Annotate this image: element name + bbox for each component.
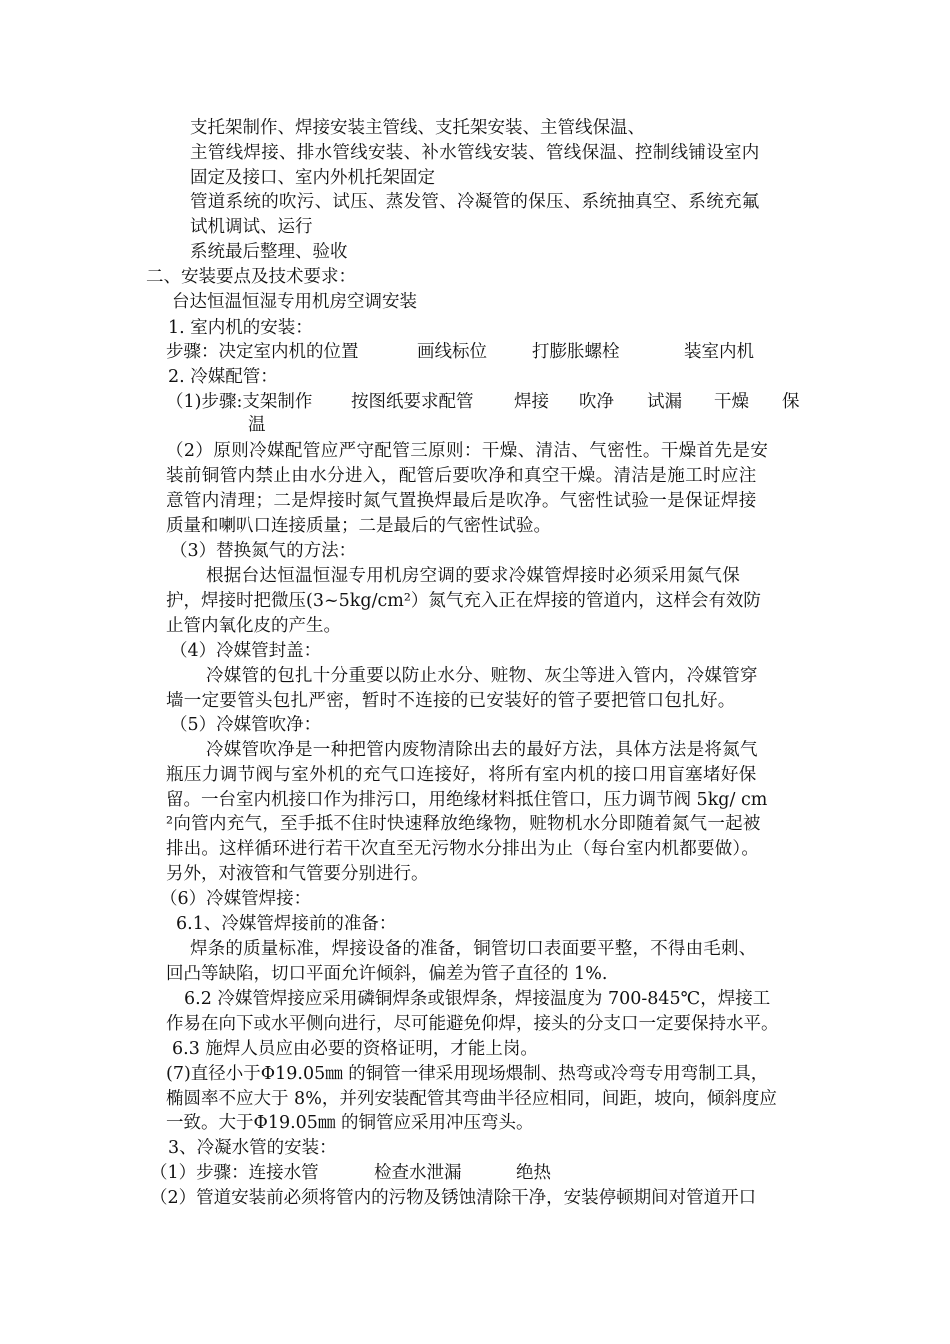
text-line: 护，焊接时把微压(3~5kg/cm²）氮气充入正在焊接的管道内，这样会有效防 xyxy=(166,591,761,611)
step-text: 装室内机 xyxy=(684,342,754,362)
steps-line xyxy=(150,1161,610,1185)
item-heading: （6）冷媒管焊接： xyxy=(160,889,312,909)
text-line: 装前铜管内禁止由水分进入，配管后要吹净和真空干燥。清洁是施工时应注 xyxy=(166,466,757,486)
step-text: 试漏 xyxy=(647,392,682,412)
text-line: 作易在向下或水平侧向进行，尽可能避免仰焊，接头的分支口一定要保持水平。 xyxy=(166,1014,779,1034)
steps-line xyxy=(166,340,806,364)
text-line: 留。一台室内机接口作为排污口，用绝缘材料抵住管口，压力调节阀 5kg/ cm xyxy=(166,790,768,810)
step-text: 画线标位 xyxy=(417,342,487,362)
item-heading: 2. 冷媒配管： xyxy=(168,367,278,387)
text-line: 温 xyxy=(248,415,266,435)
step-text: （1)步骤:支架制作 xyxy=(166,392,313,412)
text-line: （2）管道安装前必须将管内的污物及锈蚀清除干净，安装停顿期间对管道开口 xyxy=(150,1188,757,1208)
step-text: 焊接 xyxy=(514,392,549,412)
text-line: 主管线焊接、排水管线安装、补水管线安装、管线保温、控制线铺设室内 xyxy=(190,143,760,163)
text-line: 椭圆率不应大于 8%，并列安装配管其弯曲半径应相同，间距，坡向，倾斜度应 xyxy=(166,1089,777,1109)
text-line: 管道系统的吹污、试压、蒸发管、冷凝管的保压、系统抽真空、系统充氟 xyxy=(190,192,760,212)
text-line: 系统最后整理、验收 xyxy=(190,242,348,262)
step-text: 绝热 xyxy=(516,1163,551,1183)
subitem-heading: 6.1、冷媒管焊接前的准备： xyxy=(176,914,397,934)
text-line: 支托架制作、焊接安装主管线、支托架安装、主管线保温、 xyxy=(190,118,645,138)
step-text: 吹净 xyxy=(579,392,614,412)
section-heading: 二、安装要点及技术要求： xyxy=(146,267,356,287)
text-line: ²向管内充气，至手抵不住时快速释放绝缘物，赃物机水分即随着氮气一起被 xyxy=(166,814,761,834)
item-heading: 1. 室内机的安装： xyxy=(168,318,313,338)
text-line: 另外，对液管和气管要分别进行。 xyxy=(166,864,429,884)
step-text: （1）步骤：连接水管 xyxy=(150,1163,319,1183)
step-text: 检查水泄漏 xyxy=(374,1163,462,1183)
text-line: 质量和喇叭口连接质量；二是最后的气密性试验。 xyxy=(166,516,551,536)
text-line: 焊条的质量标准，焊接设备的准备，铜管切口表面要平整，不得由毛刺、 xyxy=(190,939,757,959)
text-line: 回凸等缺陷，切口平面允许倾斜，偏差为管子直径的 1%. xyxy=(166,964,608,984)
item-heading: （5）冷媒管吹净： xyxy=(170,715,322,735)
text-line: 根据台达恒温恒湿专用机房空调的要求冷媒管焊接时必须采用氮气保 xyxy=(206,566,740,586)
text-line: 固定及接口、室内外机托架固定 xyxy=(190,168,435,188)
subsection-heading: 台达恒温恒湿专用机房空调安装 xyxy=(172,292,417,312)
text-line: 冷媒管吹净是一种把管内废物清除出去的最好方法，具体方法是将氮气 xyxy=(206,740,758,760)
text-line: 排出。这样循环进行若干次直至无污物水分排出为止（每台室内机都要做）。 xyxy=(166,839,760,859)
text-line: 瓶压力调节阀与室外机的充气口连接好，将所有室内机的接口用盲塞堵好保 xyxy=(166,765,757,785)
text-line: 一致。大于Φ19.05㎜ 的铜管应采用冲压弯头。 xyxy=(166,1113,534,1133)
step-text: 干燥 xyxy=(714,392,749,412)
item-heading: （3）替换氮气的方法： xyxy=(170,541,357,561)
text-line: 6.3 施焊人员应由必要的资格证明，才能上岗。 xyxy=(172,1039,538,1059)
text-line: 止管内氧化皮的产生。 xyxy=(166,616,341,636)
text-line: （2）原则冷媒配管应严守配管三原则：干燥、清洁、气密性。干燥首先是安 xyxy=(166,441,769,461)
step-text: 打膨胀螺栓 xyxy=(532,342,620,362)
item-heading: 3、冷凝水管的安装： xyxy=(168,1138,337,1158)
step-text: 步骤：决定室内机的位置 xyxy=(166,342,359,362)
step-text: 保 xyxy=(782,392,800,412)
text-line: 6.2 冷媒管焊接应采用磷铜焊条或银焊条，焊接温度为 700-845℃，焊接工 xyxy=(184,989,771,1009)
item-heading: （4）冷媒管封盖： xyxy=(170,641,322,661)
text-line: 试机调试、运行 xyxy=(190,217,313,237)
steps-line xyxy=(166,390,816,414)
step-text: 按图纸要求配管 xyxy=(351,392,474,412)
text-line: 冷媒管的包扎十分重要以防止水分、赃物、灰尘等进入管内，冷媒管穿 xyxy=(206,666,758,686)
text-line: (7)直径小于Φ19.05㎜ 的铜管一律采用现场煨制、热弯或冷弯专用弯制工具， xyxy=(166,1064,769,1084)
text-line: 意管内清理；二是焊接时氮气置换焊最后是吹净。气密性试验一是保证焊接 xyxy=(166,491,757,511)
text-line: 墙一定要管头包扎严密，暂时不连接的已安装好的管子要把管口包扎好。 xyxy=(166,691,736,711)
